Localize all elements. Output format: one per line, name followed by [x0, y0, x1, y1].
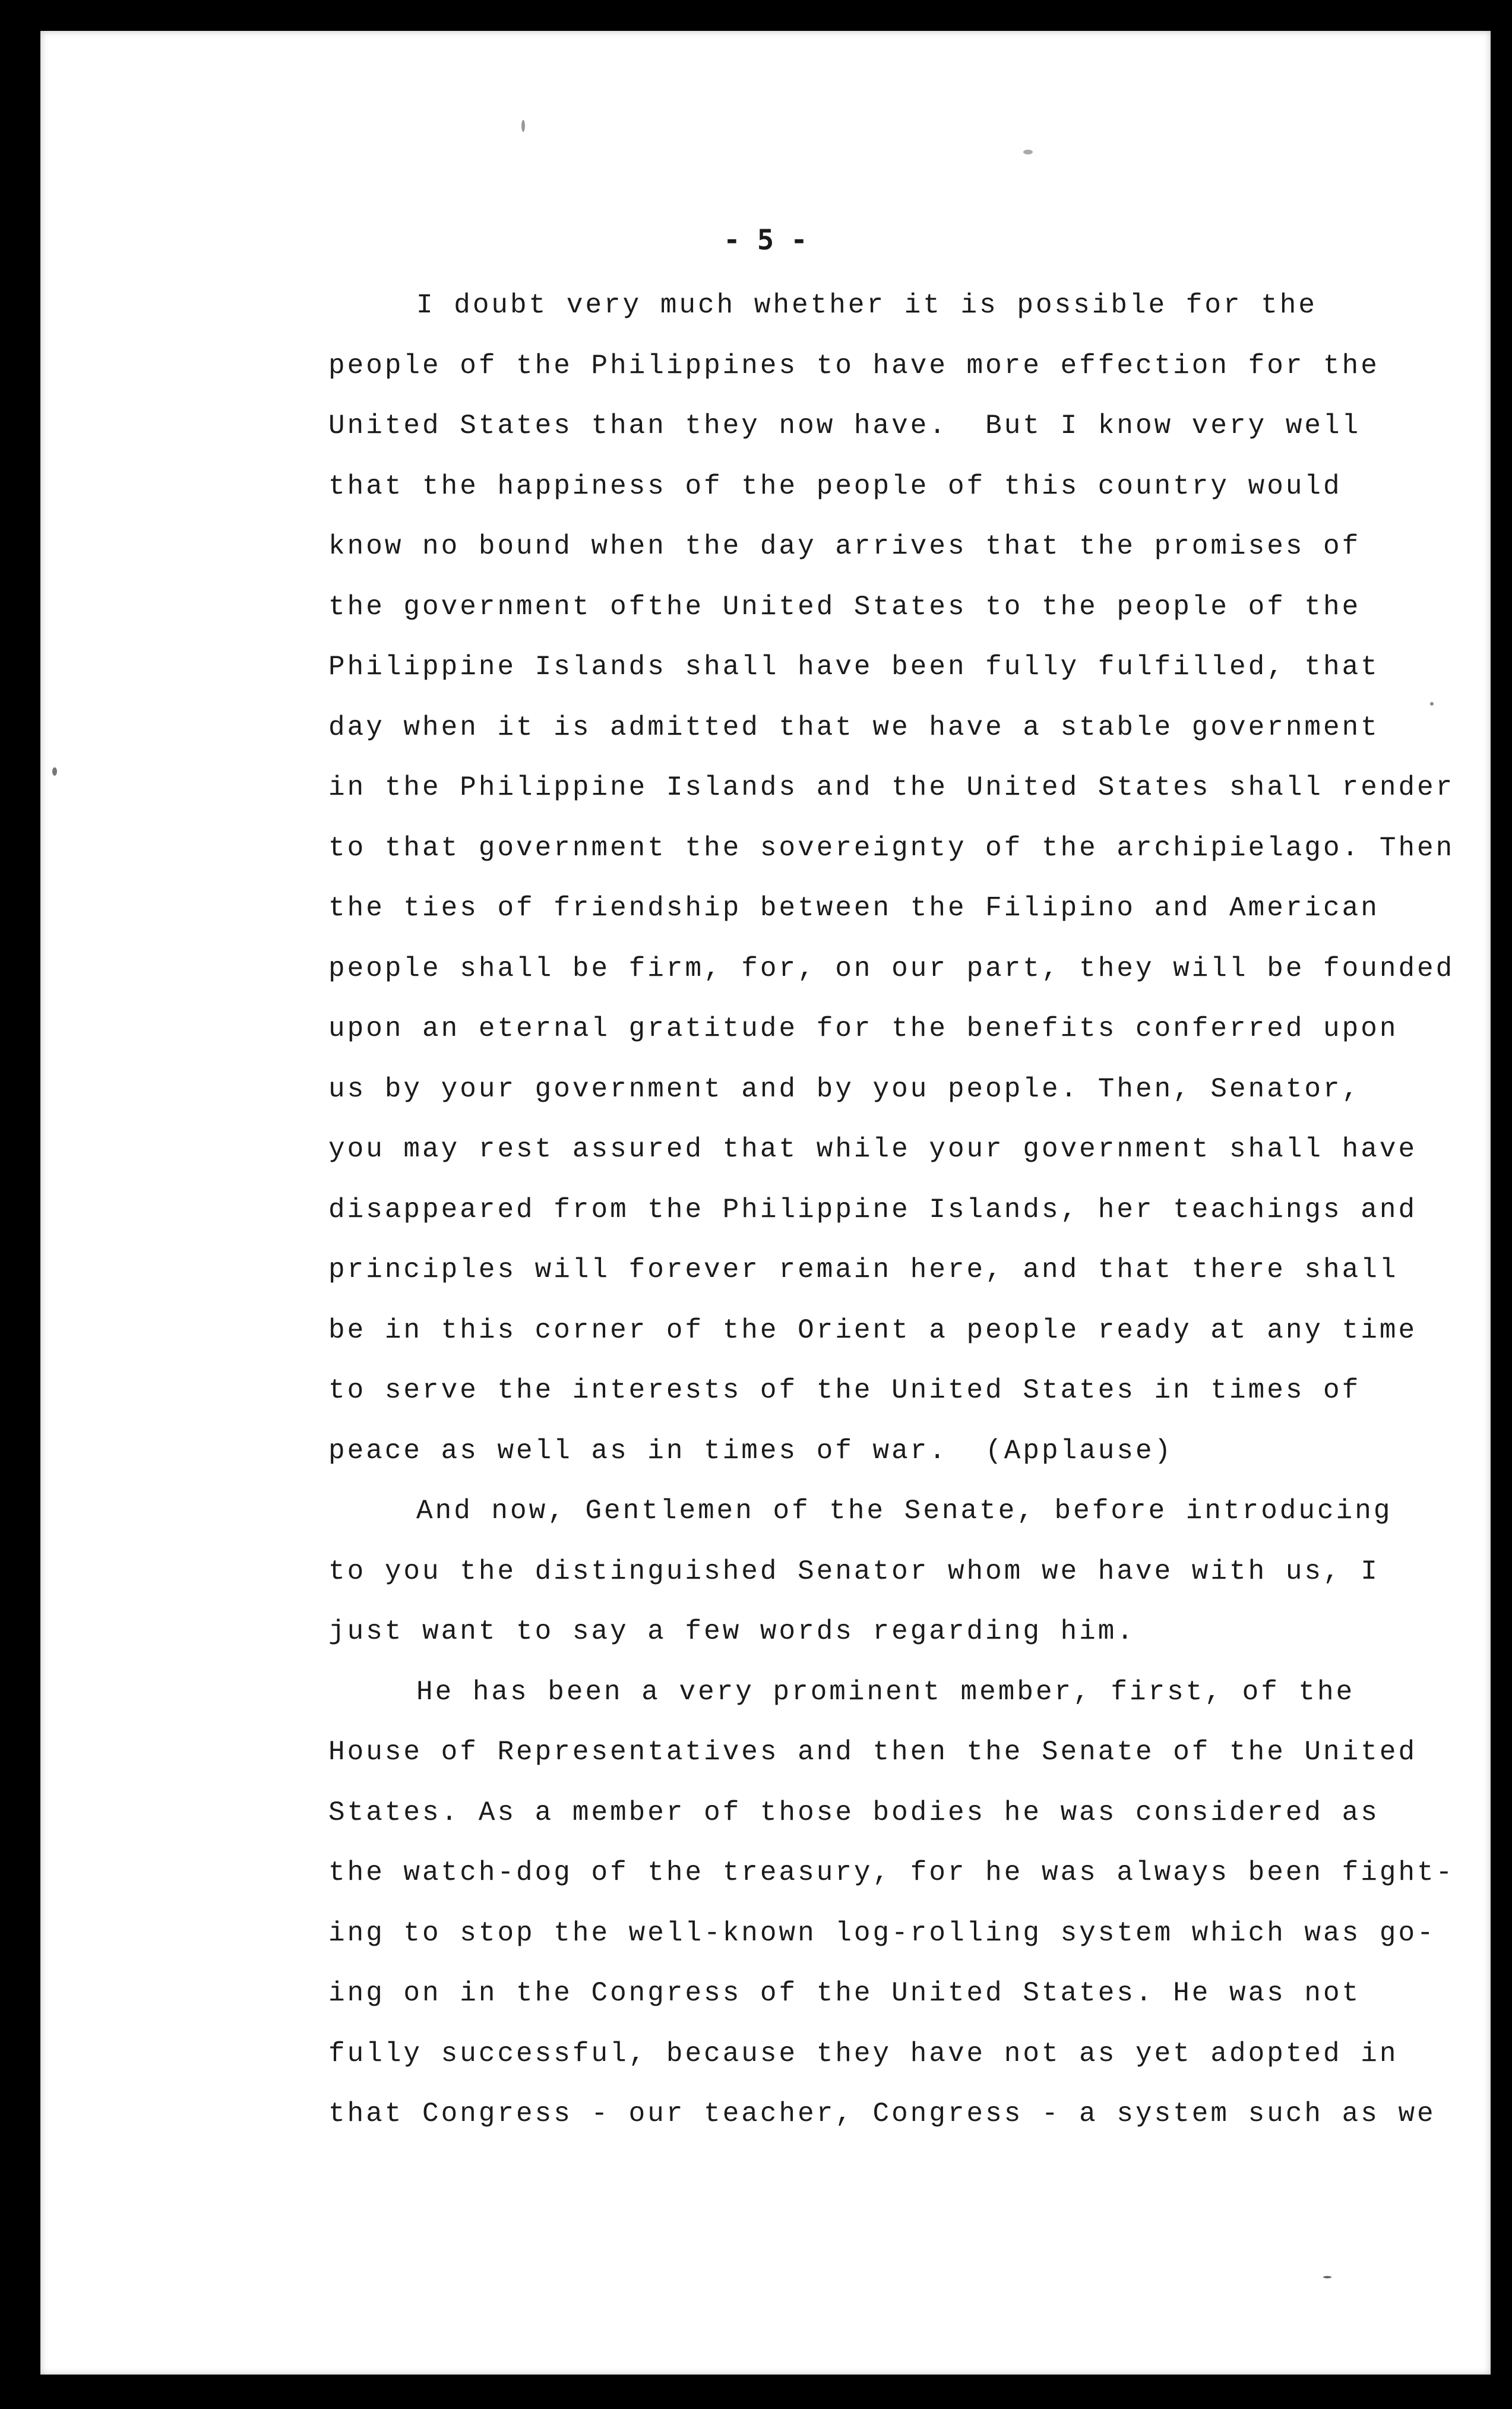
text-line: to that government the sovereignty of the archipielago. Then [328, 832, 1455, 864]
text-line: the ties of friendship between the Filipino and American [328, 893, 1380, 924]
paper-speck [1023, 150, 1033, 154]
text-line: be in this corner of the Orient a people ready at any time [328, 1314, 1418, 1346]
text-line: States. As a member of those bodies he was considered as [328, 1797, 1380, 1828]
page-number: - 5 - [723, 224, 808, 257]
text-line: fully successful, because they have not as yet adopted in [328, 2038, 1399, 2069]
paper-speck [1430, 702, 1434, 706]
text-line: in the Philippine Islands and the United States shall render [328, 772, 1455, 803]
text-line: United States than they now have. But I know very well [328, 410, 1361, 441]
text-line: know no bound when the day arrives that the promises of [328, 531, 1361, 562]
text-line: people shall be firm, for, on our part, they will be founded [328, 953, 1455, 984]
body-text [328, 276, 1481, 2145]
text-line: I doubt very much whether it is possible for the [416, 290, 1318, 321]
text-line: to serve the interests of the United States in times of [328, 1375, 1361, 1406]
paper-speck [521, 120, 525, 132]
text-line: principles will forever remain here, and that there shall [328, 1254, 1399, 1285]
document-page [40, 31, 1491, 2375]
text-line: upon an eternal gratitude for the benefits conferred upon [328, 1013, 1399, 1044]
paper-speck [1323, 2276, 1331, 2278]
text-line: people of the Philippines to have more effection for the [328, 350, 1380, 381]
text-line: And now, Gentlemen of the Senate, before introducing [416, 1496, 1393, 1526]
text-line: the government ofthe United States to the people of the [328, 591, 1361, 622]
text-line: Philippine Islands shall have been fully fulfilled, that [328, 652, 1380, 682]
text-line: us by your government and by you people. Then, Senator, [328, 1073, 1361, 1105]
text-line: disappeared from the Philippine Islands, her teachings and [328, 1194, 1418, 1225]
text-line: the watch-dog of the treasury, for he was always been fight- [328, 1857, 1455, 1888]
text-line: that the happiness of the people of this country would [328, 470, 1342, 502]
paper-speck [52, 767, 57, 776]
text-line: to you the distinguished Senator whom we have with us, I [328, 1556, 1380, 1587]
text-line: ing on in the Congress of the United States. He was not [328, 1978, 1361, 2009]
text-line: that Congress - our teacher, Congress - a system such as we [328, 2098, 1436, 2129]
text-line: ing to stop the well-known log-rolling system which was go- [328, 1917, 1436, 1949]
text-line: you may rest assured that while your government shall have [328, 1134, 1418, 1165]
text-line: House of Representatives and then the Senate of the United [328, 1737, 1418, 1768]
text-line: day when it is admitted that we have a stable government [328, 712, 1380, 743]
text-line: just want to say a few words regarding him. [328, 1616, 1135, 1647]
text-line: He has been a very prominent member, first, of the [416, 1676, 1355, 1708]
text-line: peace as well as in times of war. (Applause) [328, 1435, 1173, 1466]
